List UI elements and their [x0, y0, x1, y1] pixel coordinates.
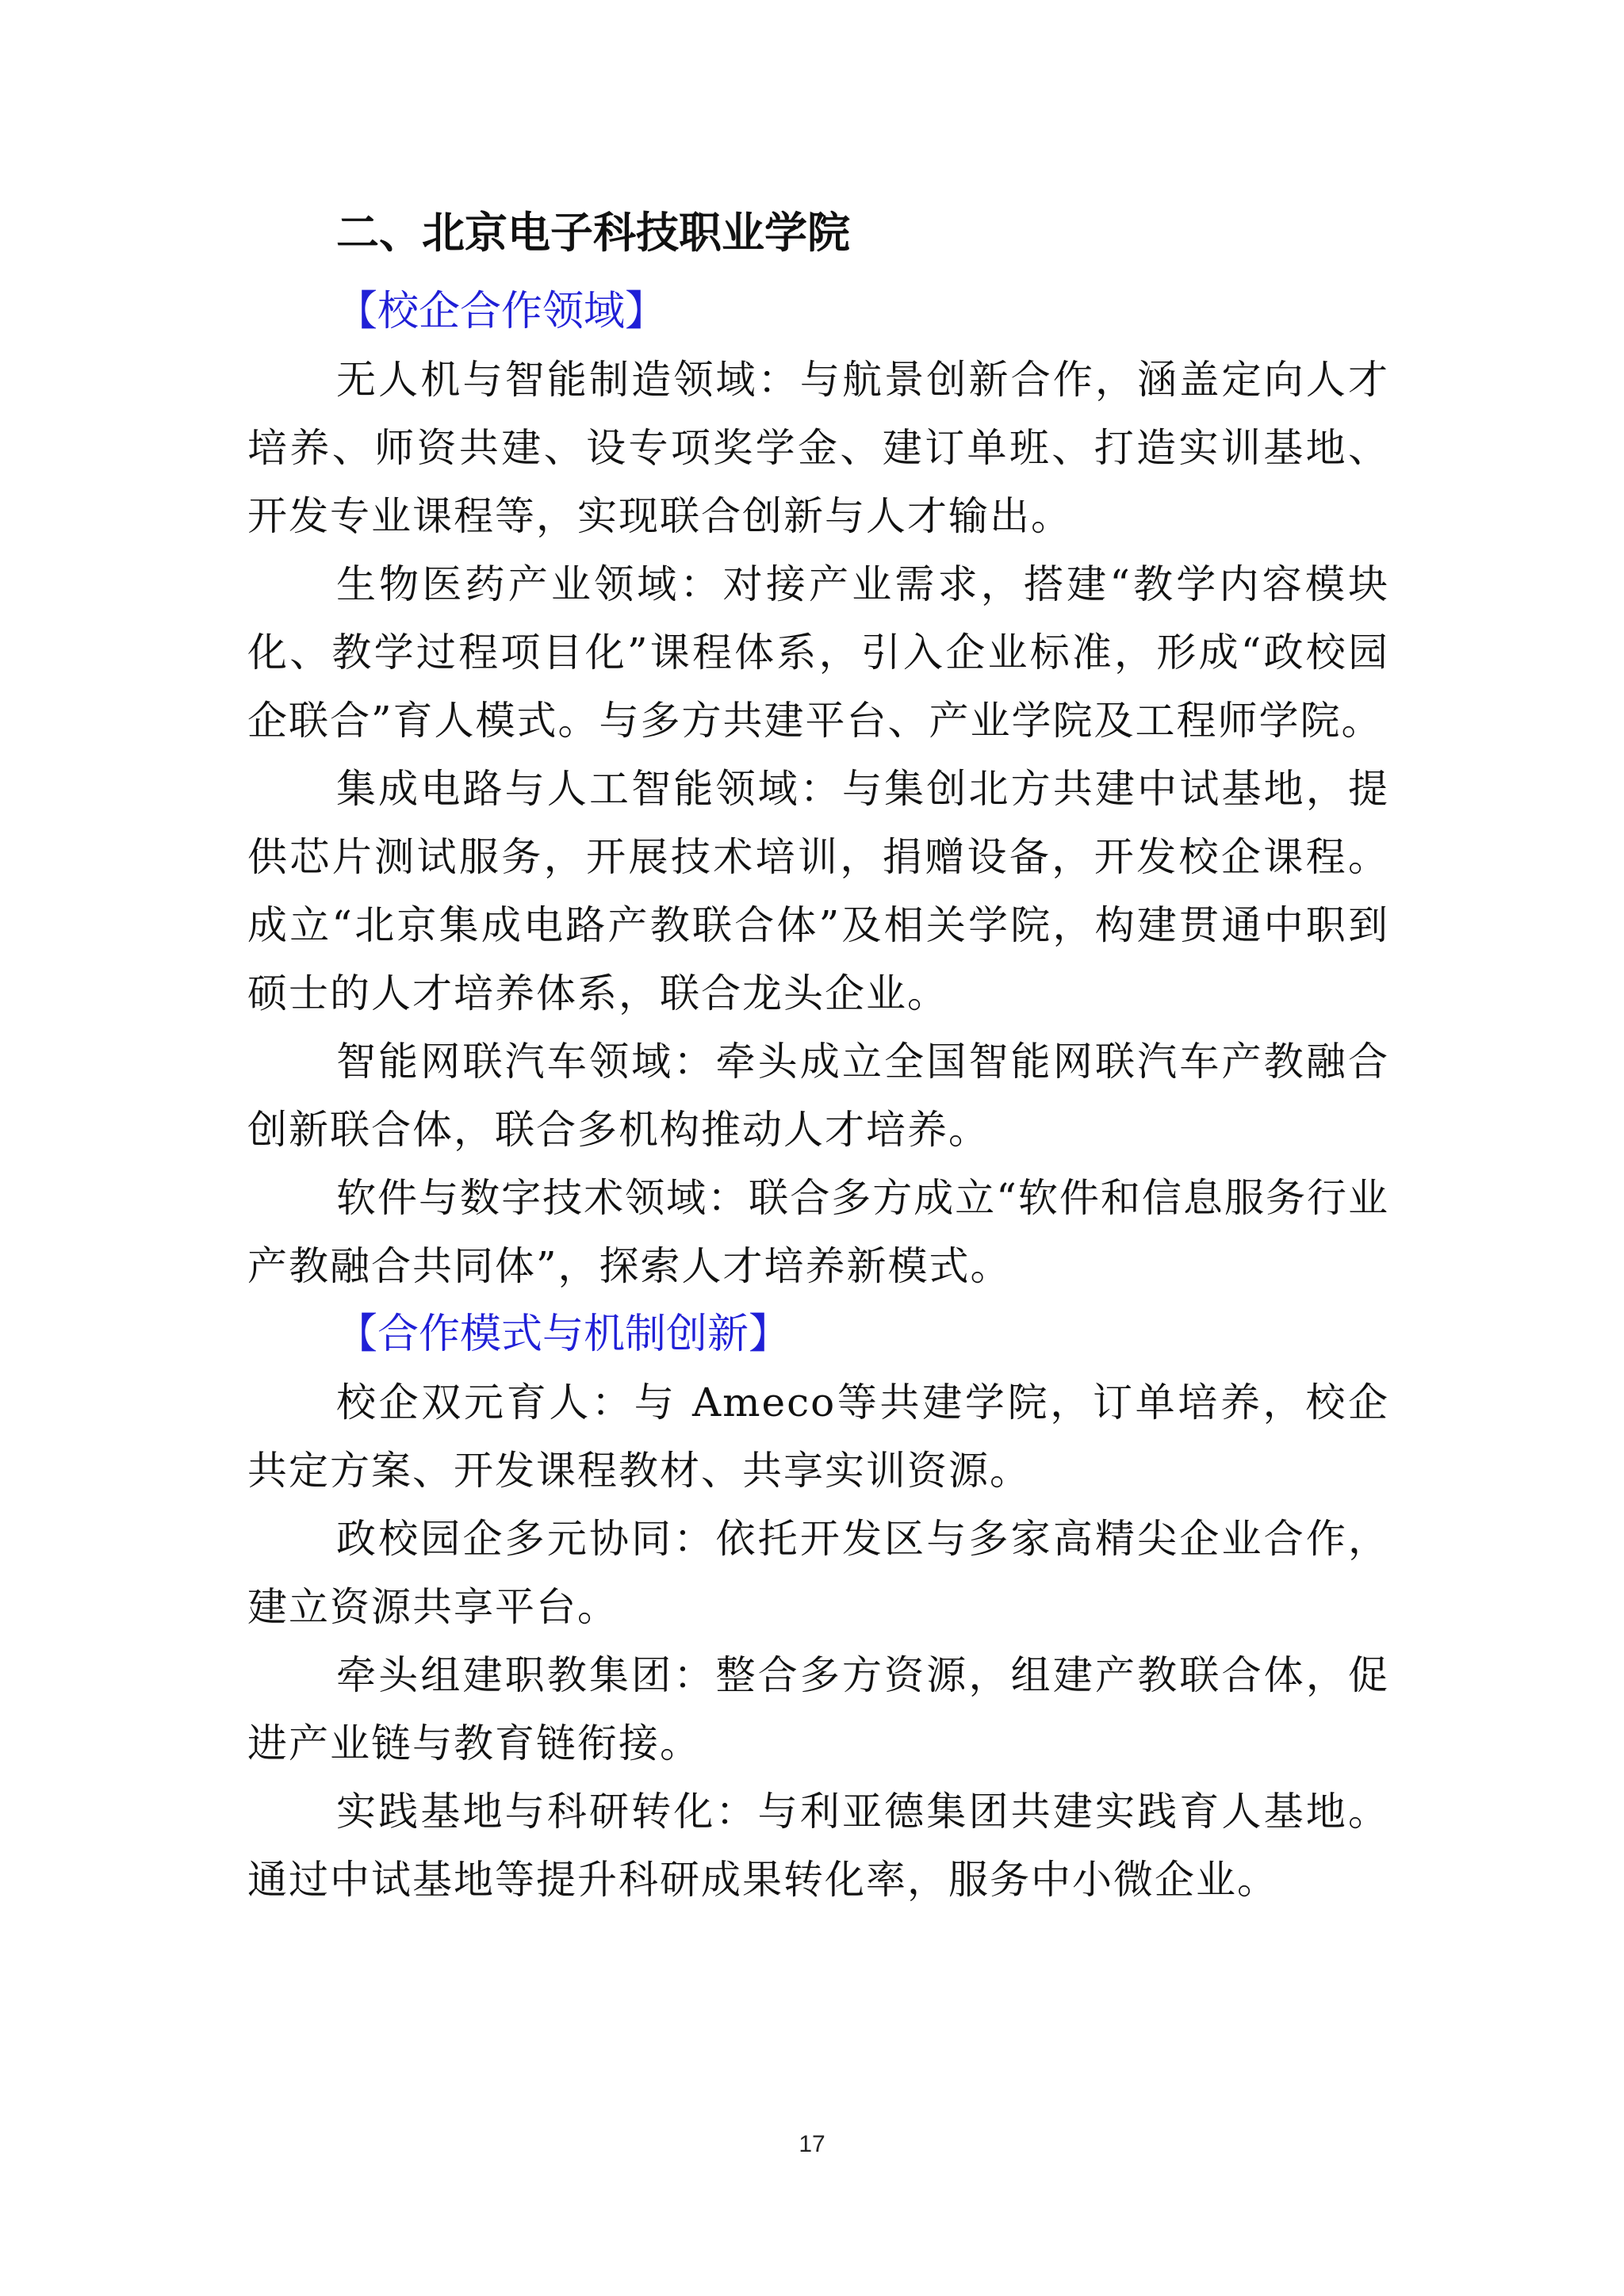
- paragraph-vocational-group: 牵头组建职教集团：整合多方资源，组建产教联合体，促进产业链与教育链衔接。: [247, 1652, 1389, 1766]
- section-cooperation-models: [247, 1300, 1389, 1914]
- section-label: 【合作模式与机制创新】: [336, 1311, 791, 1358]
- paragraph-ic-ai: 集成电路与人工智能领域：与集创北方共建中试基地，提供芯片测试服务，开展技术培训，捐赠设备，开发校企课程。成立“北京集成电路产教联合体”及相关学院，构建贯通中职到硕士的人才培养体系，联合龙头企业。: [247, 766, 1389, 1016]
- page-content: [247, 208, 1389, 1914]
- section-label: 【校企合作领域】: [336, 288, 667, 335]
- paragraph-connected-vehicles: 智能网联汽车领域：牵头成立全国智能网联汽车产教融合创新联合体，联合多机构推动人才培养。: [247, 1039, 1389, 1153]
- paragraph-biomedicine: 生物医药产业领域：对接产业需求，搭建“教学内容模块化、教学过程项目化”课程体系，引入企业标准，形成“政校园企联合”育人模式。与多方共建平台、产业学院及工程师学院。: [247, 561, 1389, 744]
- paragraph-drone-manufacturing: 无人机与智能制造领域：与航景创新合作，涵盖定向人才培养、师资共建、设专项奖学金、建订单班、打造实训基地、开发专业课程等，实现联合创新与人才输出。: [247, 357, 1389, 539]
- section-cooperation-fields: [247, 277, 1389, 1300]
- paragraph-dual-education: 校企双元育人：与 Ameco等共建学院，订单培养，校企共定方案、开发课程教材、共享实训资源。: [247, 1380, 1389, 1494]
- paragraph-practice-research: 实践基地与科研转化：与利亚德集团共建实践育人基地。通过中试基地等提升科研成果转化率，服务中小微企业。: [247, 1789, 1389, 1903]
- section-heading: 二、北京电子科技职业学院: [336, 208, 850, 258]
- paragraph-multi-collaboration: 政校园企多元协同：依托开发区与多家高精尖企业合作，建立资源共享平台。: [247, 1516, 1389, 1630]
- page-number: 17: [799, 2131, 825, 2157]
- paragraph-software-digital: 软件与数字技术领域：联合多方成立“软件和信息服务行业产教融合共同体”，探索人才培养新模式。: [247, 1175, 1389, 1289]
